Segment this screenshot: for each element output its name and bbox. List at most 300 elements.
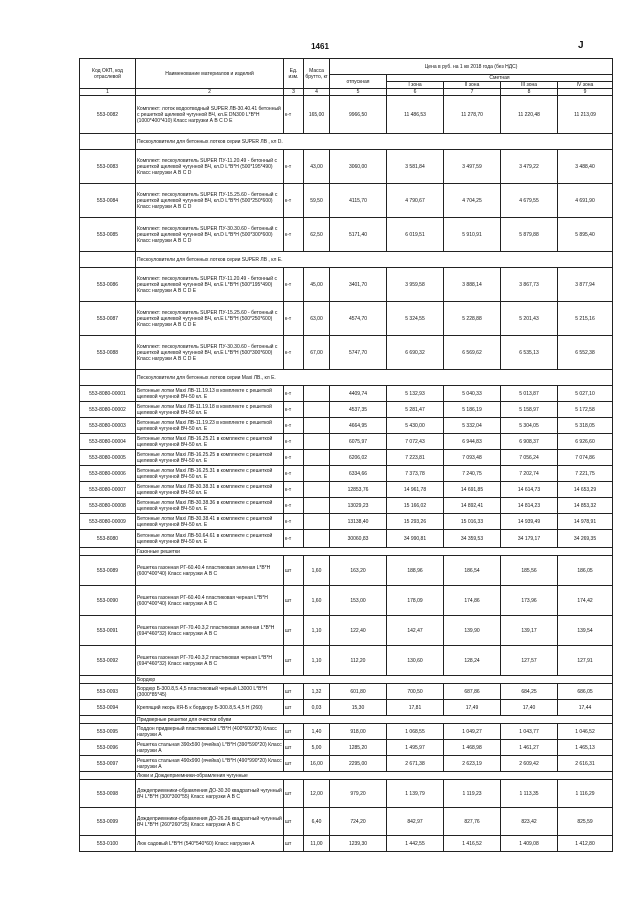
price-zone4: 6 926,60 (558, 434, 613, 450)
item-unit: шт (284, 646, 304, 676)
item-mass: 1,10 (304, 646, 330, 676)
price-release: 5171,40 (330, 218, 387, 252)
price-zone4: 5 895,40 (558, 218, 613, 252)
item-unit: к-т (284, 184, 304, 218)
item-unit: к-т (284, 482, 304, 498)
item-unit: к-т (284, 218, 304, 252)
price-zone3: 5 013,87 (501, 386, 558, 402)
item-mass: 43,00 (304, 150, 330, 184)
item-name: Дождеприемники-обрамления ДО-26.26 квадратный чугунный ВЧ L*B*H (260*260*25) Класс нагрузки А В С (136, 808, 284, 836)
item-mass: 0,03 (304, 700, 330, 716)
price-zone4: 186,05 (558, 556, 613, 586)
price-release: 6075,97 (330, 434, 387, 450)
price-zone1: 5 132,93 (387, 386, 444, 402)
price-zone3: 17,40 (501, 700, 558, 716)
price-release: 4574,70 (330, 302, 387, 336)
section-title: Газонные решетки (136, 548, 613, 556)
col-number: 6 (387, 89, 444, 96)
price-zone1: 3 959,58 (387, 268, 444, 302)
item-unit: к-т (284, 96, 304, 134)
section-title: Бордюр (136, 676, 613, 684)
price-zone2: 34 359,53 (444, 530, 501, 548)
col-number: 4 (304, 89, 330, 96)
page-number: 1461 (311, 42, 329, 51)
header-mass: Масса брутто, кг (304, 59, 330, 89)
price-release: 724,20 (330, 808, 387, 836)
item-mass: 16,00 (304, 756, 330, 772)
price-release: 1239,30 (330, 836, 387, 852)
price-zone3: 173,96 (501, 586, 558, 616)
item-code: 553-0099 (80, 808, 136, 836)
item-unit: шт (284, 616, 304, 646)
price-zone3: 14 814,23 (501, 498, 558, 514)
price-release: 5747,70 (330, 336, 387, 370)
price-release: 4115,70 (330, 184, 387, 218)
col-number: 5 (330, 89, 387, 96)
section-header-row (80, 772, 613, 780)
price-release: 979,20 (330, 780, 387, 808)
item-mass: 45,00 (304, 268, 330, 302)
item-code: 553-8080-00003 (80, 418, 136, 434)
item-unit: шт (284, 586, 304, 616)
table-row (80, 616, 613, 646)
price-zone3: 185,56 (501, 556, 558, 586)
item-mass: 1,10 (304, 616, 330, 646)
item-code: 553-8080-00009 (80, 514, 136, 530)
price-zone1: 142,47 (387, 616, 444, 646)
price-release: 153,00 (330, 586, 387, 616)
price-release: 12853,76 (330, 482, 387, 498)
item-unit: к-т (284, 268, 304, 302)
item-code: 553-0098 (80, 780, 136, 808)
price-zone1: 5 430,00 (387, 418, 444, 434)
price-zone4: 7 221,75 (558, 466, 613, 482)
item-name: Бетонные лотки Maxi ЛВ-11.19.23 в комплекте с решеткой щелевой чугунной ВЧ-50 кл. Е (136, 418, 284, 434)
header-zone2: II зона (444, 82, 501, 89)
table-row (80, 218, 613, 252)
item-mass: 1,32 (304, 684, 330, 700)
price-zone2: 14 691,85 (444, 482, 501, 498)
price-zone2: 139,90 (444, 616, 501, 646)
item-mass (304, 466, 330, 482)
table-row (80, 724, 613, 740)
item-code: 553-8080-00006 (80, 466, 136, 482)
item-code: 553-0100 (80, 836, 136, 852)
item-code: 553-0091 (80, 616, 136, 646)
item-mass: 67,00 (304, 336, 330, 370)
price-zone2: 4 704,25 (444, 184, 501, 218)
item-unit: к-т (284, 386, 304, 402)
section-title: Пескоуловители для бетонных лотков серии Maxi ЛВ., кл Е. (136, 370, 613, 386)
col-number: 1 (80, 89, 136, 96)
price-zone1: 14 961,78 (387, 482, 444, 498)
price-zone2: 174,86 (444, 586, 501, 616)
price-zone4: 2 616,31 (558, 756, 613, 772)
price-release: 9966,50 (330, 96, 387, 134)
table-row (80, 268, 613, 302)
price-zone1: 6 019,51 (387, 218, 444, 252)
price-release: 163,20 (330, 556, 387, 586)
item-mass (304, 498, 330, 514)
section-header-row (80, 252, 613, 268)
price-zone2: 6 944,83 (444, 434, 501, 450)
item-unit: к-т (284, 336, 304, 370)
item-unit: к-т (284, 418, 304, 434)
item-unit: шт (284, 780, 304, 808)
price-zone2: 687,86 (444, 684, 501, 700)
price-zone3: 139,17 (501, 616, 558, 646)
item-code: 553-8080-00007 (80, 482, 136, 498)
col-number: 3 (284, 89, 304, 96)
table-row (80, 184, 613, 218)
table-row (80, 418, 613, 434)
price-zone4: 34 269,35 (558, 530, 613, 548)
price-zone1: 15 293,26 (387, 514, 444, 530)
price-zone1: 34 990,81 (387, 530, 444, 548)
item-code: 553-8080-00004 (80, 434, 136, 450)
price-zone3: 4 679,55 (501, 184, 558, 218)
item-name: Комплект: пескоуловитель SUPER ПУ-30.30.60 - бетонный с решеткой щелевой чугунной ВЧ, кл.D L*B*H (500*300*600) Класс нагрузки А В С D (136, 218, 284, 252)
column-numbers-row (80, 89, 613, 96)
item-name: Поддон придверный пластиковый L*B*H (400*600*30) Класс нагрузки А (136, 724, 284, 740)
table-row (80, 808, 613, 836)
item-code: 553-0097 (80, 756, 136, 772)
item-code: 553-0086 (80, 268, 136, 302)
price-zone4: 127,91 (558, 646, 613, 676)
item-mass (304, 434, 330, 450)
section-header-row (80, 548, 613, 556)
price-zone3: 1 409,08 (501, 836, 558, 852)
price-zone4: 1 465,13 (558, 740, 613, 756)
item-code: 553-0094 (80, 700, 136, 716)
item-code: 553-8080-00001 (80, 386, 136, 402)
price-release: 15,30 (330, 700, 387, 716)
table-row (80, 700, 613, 716)
section-title: Люки и Дождеприемники-обрамления чугунные (136, 772, 613, 780)
item-code: 553-0082 (80, 96, 136, 134)
item-mass (304, 530, 330, 548)
price-release: 601,80 (330, 684, 387, 700)
col-number: 9 (558, 89, 613, 96)
price-release: 4537,35 (330, 402, 387, 418)
item-name: Бордюр Б-300.8,5.4,5 пластиковый черный L3000 L*B*H (3000*85*45) (136, 684, 284, 700)
col-number: 2 (136, 89, 284, 96)
item-name: Бетонные лотки Maxi ЛВ-11.19.13 в комплекте с решеткой щелевой чугунной ВЧ-50 кл. Е (136, 386, 284, 402)
price-zone4: 1 116,29 (558, 780, 613, 808)
price-zone1: 3 581,84 (387, 150, 444, 184)
price-zone3: 34 179,17 (501, 530, 558, 548)
item-unit: к-т (284, 402, 304, 418)
price-zone2: 3 497,59 (444, 150, 501, 184)
section-header-row (80, 676, 613, 684)
item-unit: шт (284, 808, 304, 836)
price-zone3: 127,57 (501, 646, 558, 676)
price-zone1: 1 442,55 (387, 836, 444, 852)
table-row (80, 336, 613, 370)
item-unit: шт (284, 556, 304, 586)
item-name: Решетка стальная 390х590 (ячейка) L*B*H (390*590*20) Класс нагрузки А (137, 741, 282, 754)
section-blank-cell (80, 716, 136, 724)
table-row (80, 586, 613, 616)
item-name: Комплект: пескоуловитель SUPER ПУ-15.25.60 - бетонный с решеткой щелевой чугунной ВЧ, кл.Е L*B*H (500*250*600) Класс нагрузки А В С D E (136, 302, 284, 336)
item-mass: 1,60 (304, 556, 330, 586)
item-name: Решетка газонная РГ-70.40.3,2 пластиковая зеленая L*B*H (694*460*32) Класс нагрузки А В С (136, 616, 284, 646)
item-unit: к-т (284, 150, 304, 184)
item-unit: шт (284, 724, 304, 740)
header-zone3: III зона (501, 82, 558, 89)
item-name: Решетка газонная РГ-60.40.4 пластиковая зеленая L*B*H (600*400*40) Класс нагрузки А В С (136, 556, 284, 586)
col-number: 8 (501, 89, 558, 96)
price-zone1: 130,60 (387, 646, 444, 676)
item-code: 553-0087 (80, 302, 136, 336)
price-zone3: 6 535,13 (501, 336, 558, 370)
item-name: Дождеприемники-обрамления ДО-30.30 квадратный чугунный ВЧ L*B*H (300*300*55) Класс нагрузки А В С (136, 780, 284, 808)
header-unit: Ед. изм. (284, 59, 304, 89)
item-name: Бетонные лотки Maxi ЛВ-30.38.31 в комплекте с решеткой щелевой чугунной ВЧ-50 кл. Е (136, 482, 284, 498)
price-zone2: 6 569,62 (444, 336, 501, 370)
item-unit: к-т (284, 530, 304, 548)
section-blank-cell (80, 134, 136, 150)
price-zone3: 7 056,24 (501, 450, 558, 466)
price-zone3: 14 939,49 (501, 514, 558, 530)
price-zone3: 5 158,97 (501, 402, 558, 418)
price-zone3: 1 113,35 (501, 780, 558, 808)
item-name: Бетонные лотки Maxi ЛВ-30.38.36 в комплекте с решеткой щелевой чугунной ВЧ-50 кл. Е (136, 498, 284, 514)
header-zone4: IV зона (558, 82, 613, 89)
table-row (80, 96, 613, 134)
price-zone1: 7 373,78 (387, 466, 444, 482)
item-code: 553-8080-00005 (80, 450, 136, 466)
price-zone3: 7 202,74 (501, 466, 558, 482)
table-row (80, 836, 613, 852)
price-zone2: 186,54 (444, 556, 501, 586)
price-zone2: 2 623,19 (444, 756, 501, 772)
price-zone1: 6 690,32 (387, 336, 444, 370)
price-zone2: 5 186,19 (444, 402, 501, 418)
price-zone1: 842,97 (387, 808, 444, 836)
item-code: 553-0090 (80, 586, 136, 616)
price-zone4: 14 853,32 (558, 498, 613, 514)
price-zone2: 15 016,33 (444, 514, 501, 530)
item-name: Люк садовый L*B*H (540*540*60) Класс нагрузки А (136, 836, 284, 852)
item-name: Решетка газонная РГ-70.40.3,2 пластиковая черная L*B*H (694*460*32) Класс нагрузки А В С (136, 646, 284, 676)
price-zone1: 17,81 (387, 700, 444, 716)
price-zone3: 11 220,48 (501, 96, 558, 134)
price-release: 4664,95 (330, 418, 387, 434)
table-row (80, 498, 613, 514)
item-mass: 5,00 (304, 740, 330, 756)
price-zone2: 128,24 (444, 646, 501, 676)
price-release: 918,00 (330, 724, 387, 740)
header-zone1: I зона (387, 82, 444, 89)
price-zone2: 5 910,91 (444, 218, 501, 252)
item-mass: 12,00 (304, 780, 330, 808)
table-row (80, 514, 613, 530)
item-unit: шт (284, 740, 304, 756)
item-mass: 59,50 (304, 184, 330, 218)
section-title: Пескоуловители для бетонных лотков серии SUPER ЛВ , кл E. (136, 252, 613, 268)
item-unit: к-т (284, 514, 304, 530)
item-unit: шт (284, 756, 304, 772)
section-blank-cell (80, 772, 136, 780)
price-zone2: 1 119,23 (444, 780, 501, 808)
price-zone3: 14 614,73 (501, 482, 558, 498)
item-code: 553-0085 (80, 218, 136, 252)
header-price-group: Цена в руб. на 1 кв 2018 года (без НДС) (330, 59, 613, 75)
item-mass (304, 418, 330, 434)
price-zone1: 178,09 (387, 586, 444, 616)
table-row (80, 646, 613, 676)
price-zone2: 5 332,04 (444, 418, 501, 434)
item-name: Бетонные лотки Maxi ЛВ-16.25.31 в комплекте с решеткой щелевой чугунной ВЧ-50 кл. Е (136, 466, 284, 482)
item-mass: 62,50 (304, 218, 330, 252)
price-release: 1285,20 (330, 740, 387, 756)
item-unit: шт (284, 700, 304, 716)
item-name: Решетка газонная РГ-60.40.4 пластиковая черная L*B*H (600*400*40) Класс нагрузки А В С (136, 586, 284, 616)
section-blank-cell (80, 676, 136, 684)
price-zone4: 4 691,90 (558, 184, 613, 218)
price-release: 112,20 (330, 646, 387, 676)
price-zone2: 14 892,41 (444, 498, 501, 514)
price-release: 6334,66 (330, 466, 387, 482)
table-row (80, 684, 613, 700)
item-unit: к-т (284, 466, 304, 482)
price-zone4: 7 074,86 (558, 450, 613, 466)
item-mass (304, 450, 330, 466)
item-name: Комплект: пескоуловитель SUPER ПУ-30.30.60 - бетонный с решеткой щелевой чугунной ВЧ, кл.Е L*B*H (500*300*600) Класс нагрузки А В С D E (136, 336, 284, 370)
price-release: 6206,02 (330, 450, 387, 466)
price-table (79, 58, 613, 852)
item-unit: шт (284, 836, 304, 852)
price-release: 13138,40 (330, 514, 387, 530)
item-mass: 11,00 (304, 836, 330, 852)
price-zone2: 5 040,33 (444, 386, 501, 402)
price-zone4: 5 172,58 (558, 402, 613, 418)
section-header-row (80, 134, 613, 150)
price-zone2: 11 278,70 (444, 96, 501, 134)
price-zone3: 2 609,42 (501, 756, 558, 772)
table-row (80, 402, 613, 418)
price-zone1: 5 281,47 (387, 402, 444, 418)
item-name: Бетонные лотки Maxi ЛВ-30.38.41 в комплекте с решеткой щелевой чугунной ВЧ-50 кл. Е (136, 514, 284, 530)
table-row (80, 740, 613, 756)
item-code: 553-0095 (80, 724, 136, 740)
price-zone4: 17,44 (558, 700, 613, 716)
price-zone4: 825,59 (558, 808, 613, 836)
price-zone1: 188,96 (387, 556, 444, 586)
price-zone3: 5 201,43 (501, 302, 558, 336)
item-name: Бетонные лотки Maxi ЛВ-11.19.18 в комплекте с решеткой щелевой чугунной ВЧ-50 кл. Е (136, 402, 284, 418)
table-row (80, 150, 613, 184)
item-code: 553-0084 (80, 184, 136, 218)
item-code: 553-8080-00002 (80, 402, 136, 418)
price-zone3: 6 908,37 (501, 434, 558, 450)
table-row (80, 450, 613, 466)
table-row (80, 434, 613, 450)
item-name: Крепящий якорь КЯ-Б к бордюру Б-300.8,5.4,5 H (260) (136, 700, 284, 716)
price-zone2: 1 049,27 (444, 724, 501, 740)
price-zone4: 1 046,52 (558, 724, 613, 740)
item-unit: к-т (284, 302, 304, 336)
item-unit: шт (284, 684, 304, 700)
col-number: 7 (444, 89, 501, 96)
price-zone1: 1 139,79 (387, 780, 444, 808)
header-name: Наименование материалов и изделий (136, 59, 284, 89)
price-zone4: 5 027,10 (558, 386, 613, 402)
price-zone4: 686,05 (558, 684, 613, 700)
table-row (80, 386, 613, 402)
price-zone2: 827,76 (444, 808, 501, 836)
price-zone2: 7 240,75 (444, 466, 501, 482)
item-unit: к-т (284, 498, 304, 514)
price-zone2: 5 228,88 (444, 302, 501, 336)
section-title: Пескоуловители для бетонных лотков серии SUPER ЛВ , кл D. (136, 134, 613, 150)
item-mass (304, 402, 330, 418)
price-zone3: 823,42 (501, 808, 558, 836)
header-code: Код ОКП, код отраслевой (80, 59, 136, 89)
item-code: 553-8080-00008 (80, 498, 136, 514)
price-zone2: 1 468,98 (444, 740, 501, 756)
price-zone3: 1 043,77 (501, 724, 558, 740)
item-code: 553-0093 (80, 684, 136, 700)
price-zone3: 1 461,27 (501, 740, 558, 756)
price-zone1: 11 486,53 (387, 96, 444, 134)
price-release: 3401,70 (330, 268, 387, 302)
item-name: Решетка стальная 490х990 (ячейка) L*B*H (490*990*20) Класс нагрузки А (137, 757, 282, 770)
item-code: 553-0092 (80, 646, 136, 676)
item-mass: 1,60 (304, 586, 330, 616)
price-zone1: 4 790,67 (387, 184, 444, 218)
header-release: отпускная (330, 75, 387, 89)
table-row (80, 302, 613, 336)
price-zone4: 6 552,38 (558, 336, 613, 370)
item-unit: к-т (284, 434, 304, 450)
price-release: 13029,23 (330, 498, 387, 514)
table-row (80, 530, 613, 548)
item-name: Бетонные лотки Maxi ЛВ-50.64.61 в комплекте с решеткой щелевой чугунной ВЧ-50 кл. Е (136, 530, 284, 548)
item-name: Бетонные лотки Maxi ЛВ-16.25.21 в комплекте с решеткой щелевой чугунной ВЧ-50 кл. Е (136, 434, 284, 450)
price-zone1: 15 166,02 (387, 498, 444, 514)
section-blank-cell (80, 548, 136, 556)
price-zone2: 17,49 (444, 700, 501, 716)
item-unit: к-т (284, 450, 304, 466)
price-release: 3060,00 (330, 150, 387, 184)
item-mass (304, 386, 330, 402)
item-code: 553-8080 (80, 530, 136, 548)
item-code: 553-0096 (80, 740, 136, 756)
price-zone1: 1 495,97 (387, 740, 444, 756)
section-header-row (80, 716, 613, 724)
item-mass: 1,40 (304, 724, 330, 740)
price-zone3: 5 304,05 (501, 418, 558, 434)
item-mass (304, 482, 330, 498)
price-release: 4409,74 (330, 386, 387, 402)
section-blank-cell (80, 252, 136, 268)
price-zone4: 11 213,09 (558, 96, 613, 134)
price-release: 122,40 (330, 616, 387, 646)
price-zone4: 14 978,91 (558, 514, 613, 530)
item-mass: 63,00 (304, 302, 330, 336)
item-name: Комплект: пескоуловитель SUPER ПУ-11.20.49 - бетонный с решеткой щелевой чугунной ВЧ, кл.D L*B*H (500*195*490) Класс нагрузки А В С D (136, 150, 284, 184)
price-release: 2295,00 (330, 756, 387, 772)
price-zone4: 3 488,40 (558, 150, 613, 184)
table-row (80, 466, 613, 482)
table-body (80, 96, 613, 852)
section-header-row (80, 370, 613, 386)
price-zone4: 14 653,29 (558, 482, 613, 498)
item-name: Бетонные лотки Maxi ЛВ-16.25.25 в комплекте с решеткой щелевой чугунной ВЧ-50 кл. Е (136, 450, 284, 466)
table-row (80, 756, 613, 772)
